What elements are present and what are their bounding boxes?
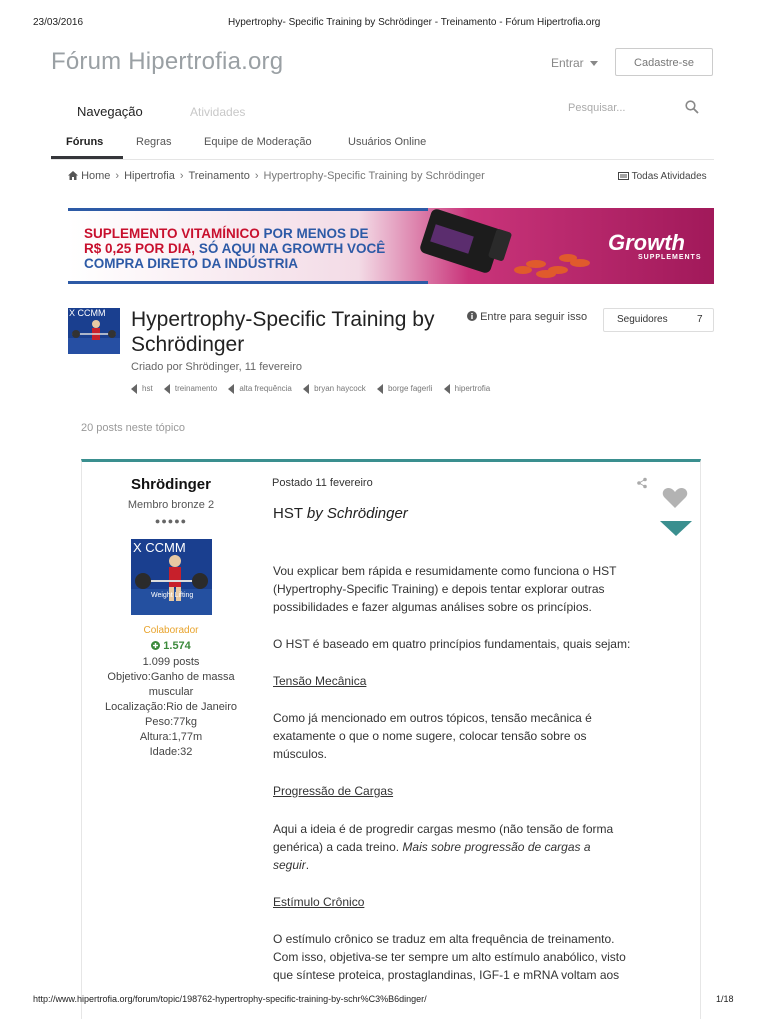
post-heading-tensao: Tensão Mecânica	[273, 674, 367, 688]
tag-icon	[164, 384, 170, 394]
post-link-progressao[interactable]: Mais sobre progressão de cargas a	[402, 840, 591, 854]
print-title: Hypertrophy- Specific Training by Schrödinger - Treinamento - Fórum Hipertrofia.org	[228, 17, 601, 28]
post-paragraph-1: Vou explicar bem rápida e resumidamente como funciona o HST (Hypertrophy-Specific Training) e depois tentar explorar outras possibilidades e fazer algumas análises sobre os princípios.	[273, 564, 617, 614]
author-age: Idade:32	[149, 746, 193, 758]
search-icon[interactable]	[685, 100, 699, 114]
subnav-divider	[51, 159, 714, 160]
search-input[interactable]: Pesquisar...	[568, 102, 626, 114]
author-weight: Peso:77kg	[145, 716, 197, 728]
author-posts: 1.099 posts	[142, 656, 200, 668]
author-avatar[interactable]	[131, 539, 212, 615]
heart-icon[interactable]	[662, 487, 688, 509]
plus-circle-icon	[151, 641, 160, 650]
banner-text: SUPLEMENTO VITAMÍNICO POR MENOS DE R$ 0,25 POR DIA, SÓ AQUI NA GROWTH VOCÊ COMPRA DIRETO DA INDÚSTRIA	[84, 226, 386, 271]
post-paragraph-3: Como já mencionado em outros tópicos, tensão mecânica é exatamente o que o nome sugere, colocar tensão sobre os músculos.	[273, 711, 592, 761]
post-paragraph-2: O HST é baseado em quatro princípios fundamentais, quais sejam:	[273, 637, 631, 651]
downvote-icon[interactable]	[660, 521, 692, 536]
reputation	[81, 640, 261, 652]
print-date: 23/03/2016	[33, 17, 84, 28]
post-date: Postado 11 fevereiro	[272, 477, 373, 489]
breadcrumb	[68, 170, 485, 182]
topic-author-avatar[interactable]: X CCMM	[68, 308, 120, 354]
author-group: Colaborador	[143, 625, 199, 636]
author-rank: Membro bronze 2	[127, 499, 215, 511]
chevron-right-icon: ›	[115, 170, 120, 182]
post-paragraph-5: O estímulo crônico se traduz em alta frequência de treinamento. Com isso, objetiva-se ter sempre um alto estímulo anabólico, visto que síntese proteica, prostaglandinas, IGF-1 e mRNA voltam aos	[273, 932, 626, 982]
tab-foruns[interactable]: Fóruns	[66, 136, 104, 148]
activity-icon	[618, 172, 629, 180]
site-logo[interactable]: Fórum Hipertrofia.org	[51, 48, 284, 75]
follow-label: Entre para seguir isso	[480, 311, 588, 323]
share-icon[interactable]	[636, 477, 648, 489]
follow-link[interactable]	[467, 311, 587, 323]
tag-item[interactable]: hipertrofia	[444, 384, 491, 394]
post-count: 20 posts neste tópico	[81, 422, 185, 434]
tag-icon	[377, 384, 383, 394]
followers-button[interactable]	[603, 308, 714, 332]
author-location: Localização:Rio de Janeiro	[104, 701, 238, 713]
author-name[interactable]: Shrödinger	[130, 476, 211, 493]
chevron-right-icon: ›	[179, 170, 184, 182]
post-heading-progressao: Progressão de Cargas	[273, 784, 394, 798]
tag-icon	[444, 384, 450, 394]
reputation-value: 1.574	[163, 640, 191, 652]
tag-icon	[228, 384, 234, 394]
chevron-right-icon: ›	[254, 170, 259, 182]
breadcrumb-hipertrofia[interactable]: Hipertrofia	[124, 170, 175, 182]
topic-created: Criado por Shrödinger, 11 fevereiro	[131, 361, 303, 373]
print-page: 1/18	[716, 994, 734, 1004]
home-icon	[68, 171, 78, 180]
topic-title: Hypertrophy-Specific Training by Schrödinger	[131, 308, 435, 356]
tag-icon	[303, 384, 309, 394]
login-label: Entrar	[551, 56, 584, 70]
author-objective-cont: muscular	[148, 686, 194, 698]
tab-usuarios-online[interactable]: Usuários Online	[348, 136, 427, 148]
tag-item[interactable]: bryan haycock	[303, 384, 366, 394]
post-title: HST by Schrödinger	[273, 505, 408, 522]
tag-item[interactable]: hst	[131, 384, 153, 394]
growth-logo-sub: SUPPLEMENTS	[638, 254, 702, 261]
all-activity-label: Todas Atividades	[631, 171, 707, 182]
breadcrumb-treinamento[interactable]: Treinamento	[188, 170, 250, 182]
post-paragraph-4: Aqui a ideia é de progredir cargas mesmo (não tensão de forma genérica) a cada treino. Mais sobre progressão de cargas a seguir.	[273, 822, 614, 872]
tag-item[interactable]: borge fagerli	[377, 384, 432, 394]
ad-banner[interactable]	[68, 208, 714, 284]
breadcrumb-current: Hypertrophy-Specific Training by Schrödinger	[263, 170, 485, 182]
tab-regras[interactable]: Regras	[136, 136, 172, 148]
all-activity-link[interactable]	[618, 171, 707, 182]
avatar-text: X CCMM	[133, 540, 186, 555]
author-height: Altura:1,77m	[139, 731, 203, 743]
post-heading-estimulo: Estímulo Crônico	[273, 895, 365, 909]
signup-button[interactable]: Cadastre-se	[615, 48, 713, 76]
print-url: http://www.hipertrofia.org/forum/topic/198762-hypertrophy-specific-training-by-schr%C3%B6dinger/	[33, 994, 427, 1004]
nav-atividades[interactable]: Atividades	[190, 105, 246, 119]
author-objective: Objetivo:Ganho de massa	[107, 671, 235, 683]
caret-down-icon	[590, 61, 598, 66]
growth-logo: Growth	[608, 230, 685, 255]
tag-item[interactable]: treinamento	[164, 384, 217, 394]
tag-list	[131, 384, 499, 394]
login-dropdown[interactable]	[551, 56, 598, 70]
followers-label: Seguidores	[617, 314, 668, 325]
tag-icon	[131, 384, 137, 394]
tag-item[interactable]: alta frequência	[228, 384, 291, 394]
rank-dots: ●●●●●	[154, 516, 188, 526]
avatar-caption: Weight Lifting	[151, 592, 194, 599]
followers-count: 7	[697, 314, 703, 325]
info-icon	[467, 311, 477, 321]
tab-moderacao[interactable]: Equipe de Moderação	[204, 136, 312, 148]
breadcrumb-home[interactable]: Home	[81, 170, 111, 182]
nav-navegacao[interactable]: Navegação	[77, 104, 143, 119]
